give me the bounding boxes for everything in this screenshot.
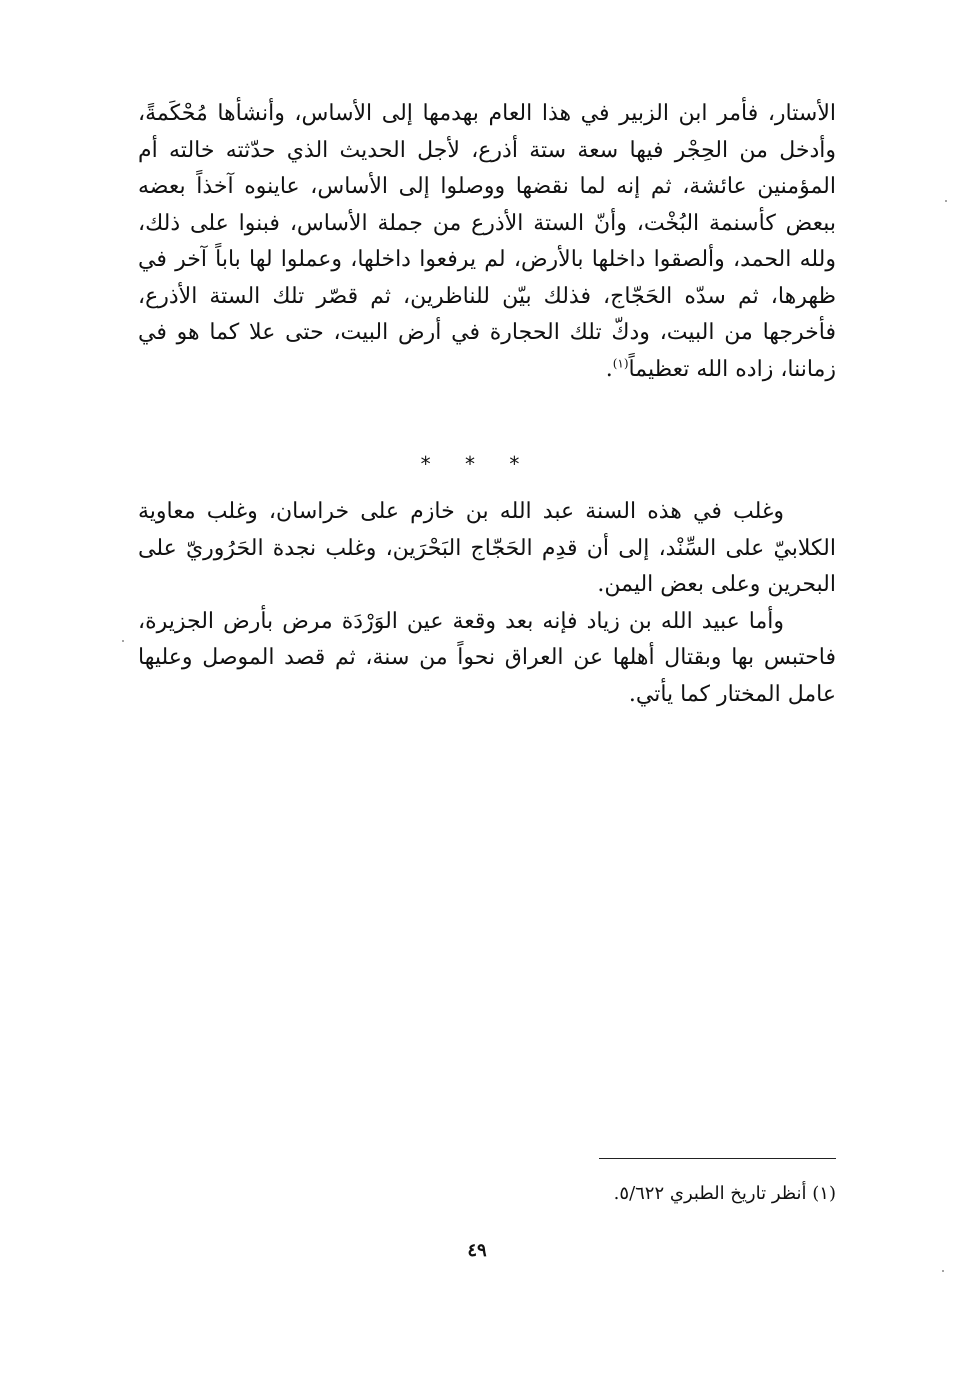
paragraph-ubaydullah: وأما عبيد الله بن زياد فإنه بعد وقعة عين الوَرْدَة مرض بأرض الجزيرة، فاحتبس بها وبقتال أهلها عن العراق نحواً من سنة، ثم قصد الموصل وعليها عامل المختار كما يأتي. — [138, 608, 836, 707]
footnote: (١) أنظر تاريخ الطبري ٥/٦٢٢. — [613, 1183, 836, 1204]
footnote-reference: (١) — [612, 356, 629, 371]
paragraph-khorasan: وغلب في هذه السنة عبد الله بن خازم على خراسان، وغلب معاوية الكلابيّ على السِّنْد، إلى أن قدِم الحَجّاج البَحْرَين، وغلب نجدة الحَرُوريّ على البحرين وعلى بعض اليمن. — [138, 499, 836, 597]
paragraph-kaaba-rebuilding — [138, 96, 836, 388]
paragraph-text: الأستار، فأمر ابن الزبير في هذا العام بهدمها إلى الأساس، وأنشأها مُحْكَمةً، وأدخل من الحِجْر فيها سعة ستة أذرع، لأجل الحديث الذي حدّثته خالته أم المؤمنين عائشة، ثم إنه لما نقضها ووصلوا إلى الأساس، عاينوه آخذاً بعضه ببعض كأسنمة البُخْت، وأنّ الستة الأذرع من جملة الأساس، فبنوا على ذلك، ولله الحمد، وألصقوا داخلها بالأرض، لم يرفعوا داخلها، وعملوا لها باباً آخر في ظهرها، ثم سدّه الحَجّاج، فذلك بيّن للناظرين، ثم قصّر تلك الستة الأذرع، فأخرجها من البيت، ودكّ تلك الحجارة في أرض البيت، حتى علا كما هو في زماننا، زاده الله تعظيماً — [138, 101, 836, 382]
scan-speck — [122, 640, 124, 642]
page-number: ٤٩ — [467, 1240, 487, 1261]
section-separator: * * * — [420, 452, 534, 476]
paragraph-end-mark: . — [605, 356, 613, 382]
scan-speck — [942, 1270, 944, 1272]
footnote-divider — [599, 1158, 836, 1159]
scan-speck — [945, 200, 947, 202]
main-text-block-top — [138, 96, 836, 388]
main-text-block-bottom — [138, 494, 836, 713]
